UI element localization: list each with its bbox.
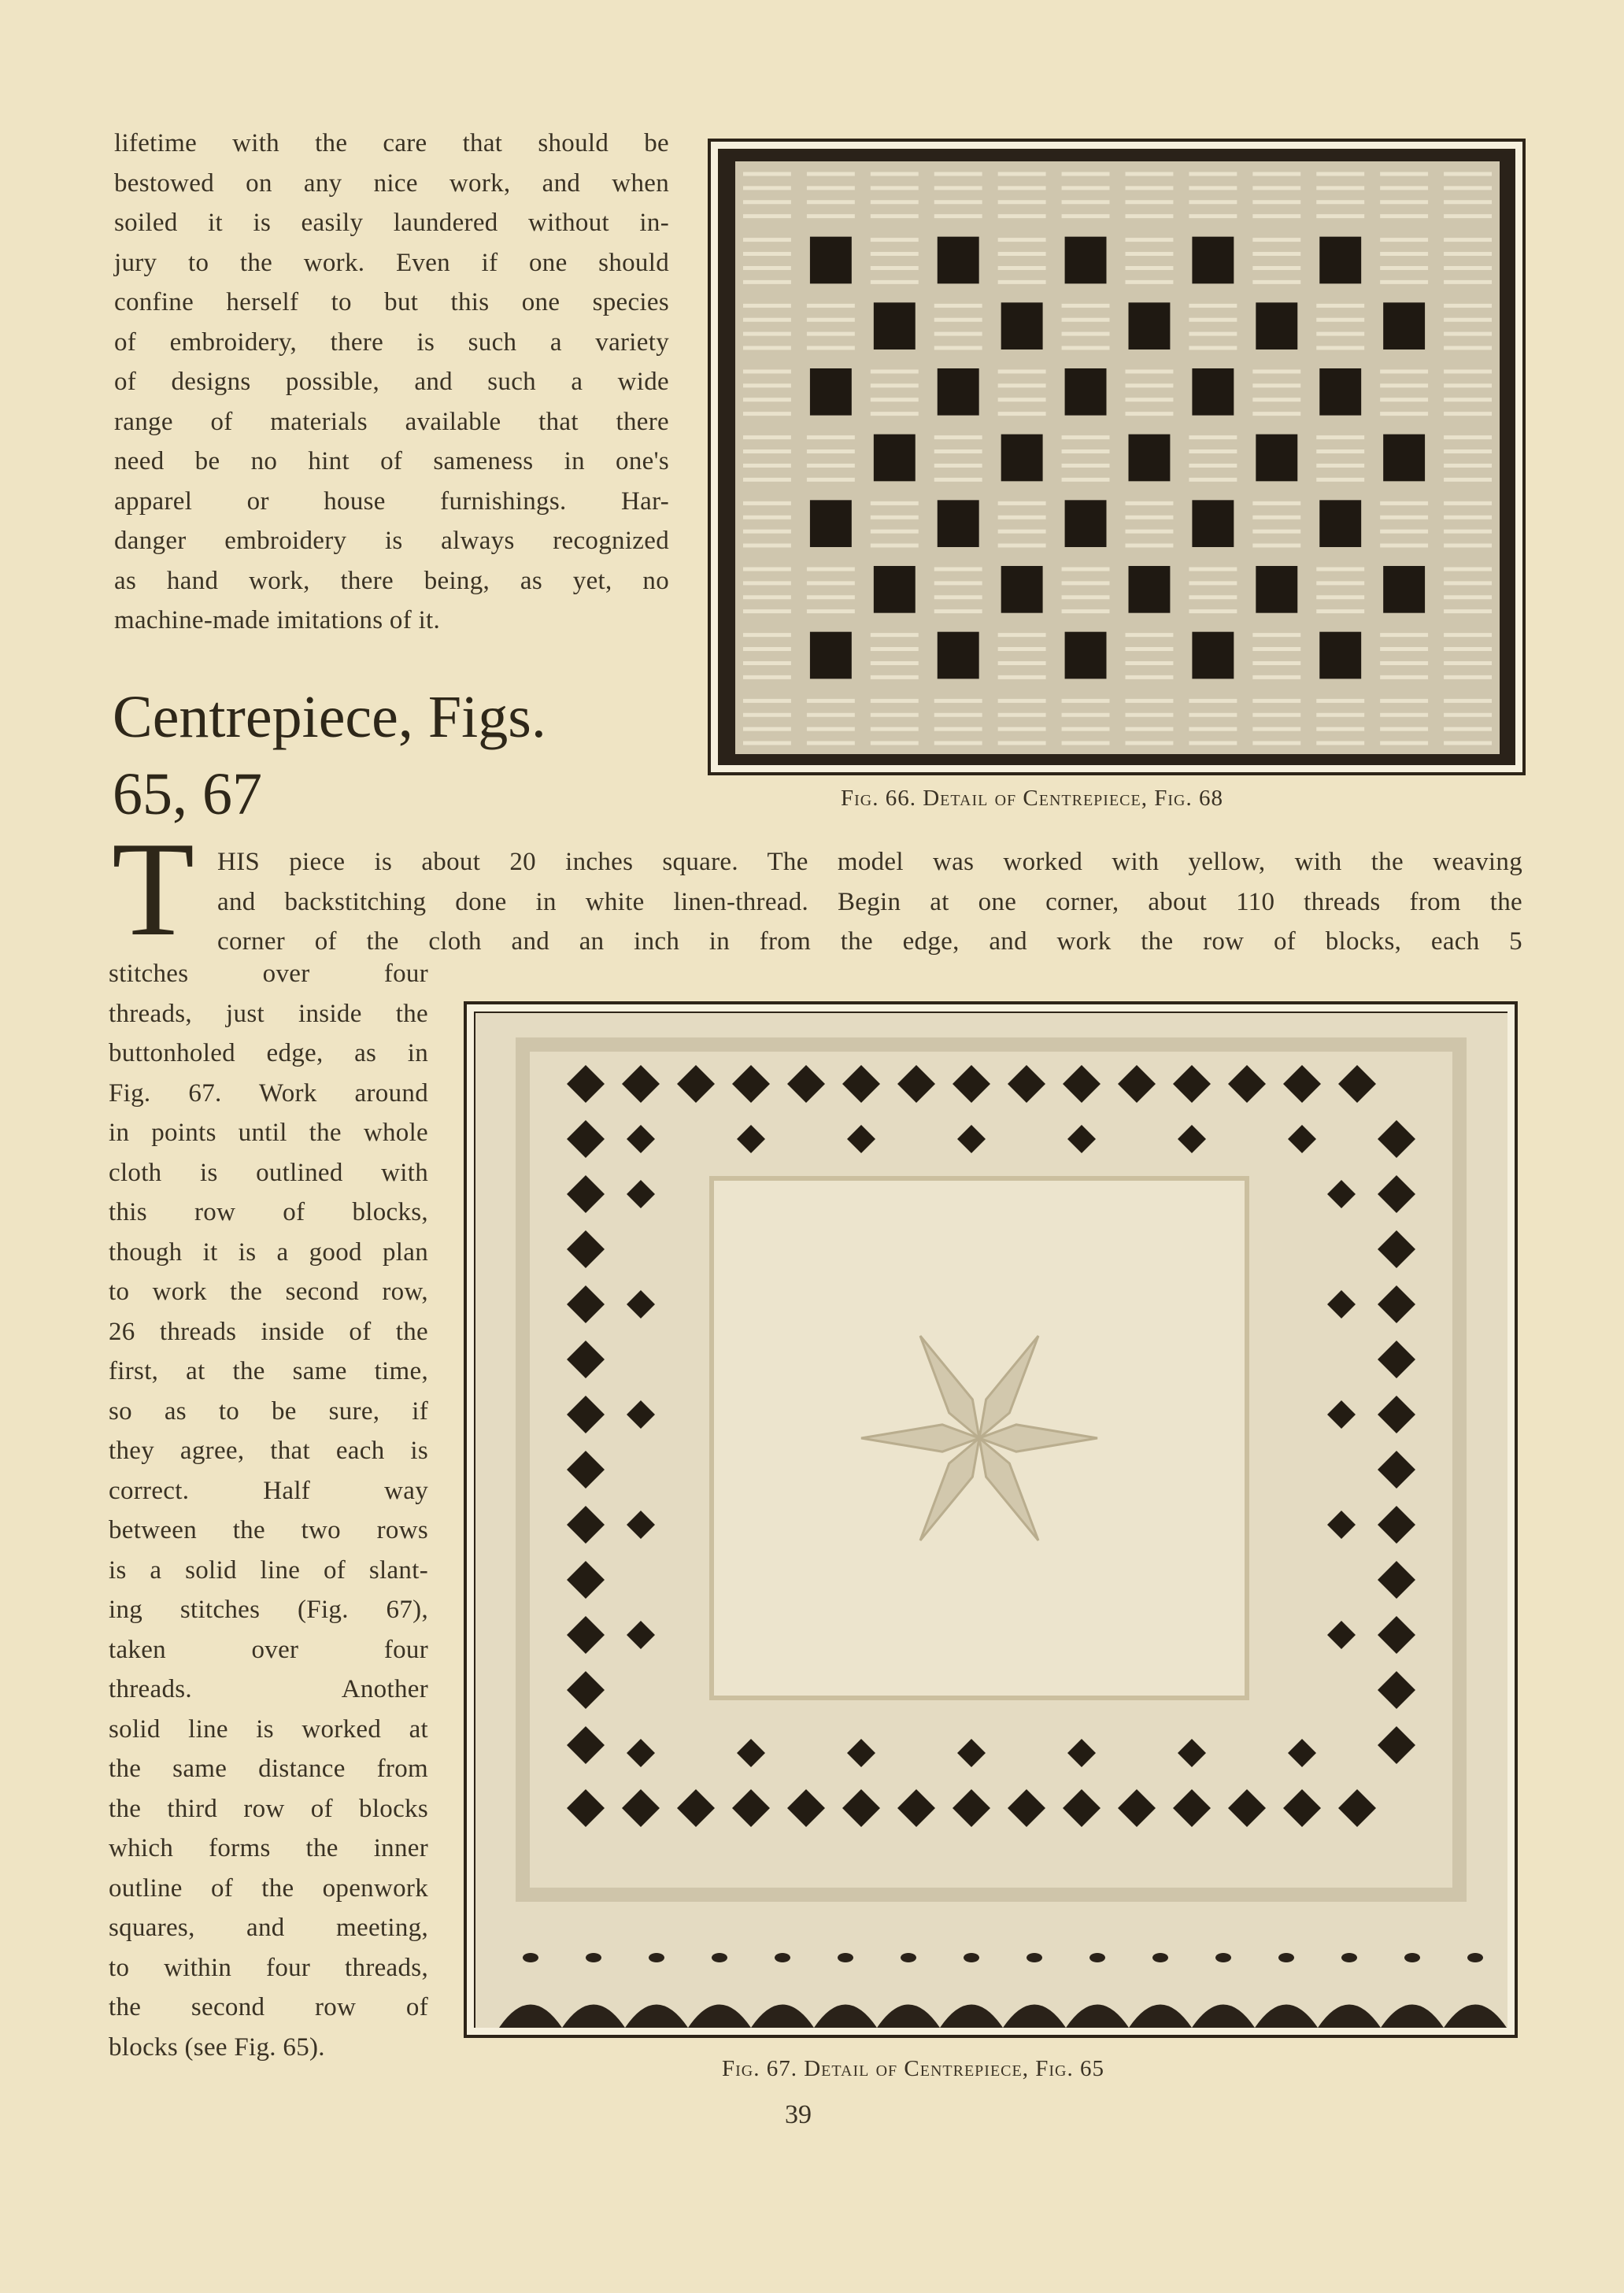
text-line: is a solid line of slant- xyxy=(109,1555,428,1585)
figure-66-caption: Fig. 66. Detail of Centrepiece, Fig. 68 xyxy=(841,786,1223,811)
body-paragraph-left-column xyxy=(109,954,428,2067)
text-line: threads. Another xyxy=(109,1675,428,1703)
body-paragraph-top xyxy=(217,842,1522,962)
section-heading xyxy=(113,679,711,833)
text-line: blocks (see Fig. 65). xyxy=(109,2032,325,2062)
text-line: so as to be sure, if xyxy=(109,1396,428,1426)
figure-67-photo xyxy=(464,1001,1518,2038)
text-line: the same distance from xyxy=(109,1755,428,1783)
text-line: solid line is worked at xyxy=(109,1714,428,1744)
text-line: of embroidery, there is such a variety xyxy=(114,327,669,357)
text-line: range of materials available that there xyxy=(114,407,669,436)
text-line: machine-made imitations of it. xyxy=(114,606,441,634)
figure-67-caption: Fig. 67. Detail of Centrepiece, Fig. 65 xyxy=(722,2056,1104,2081)
text-line: Fig. 67. Work around xyxy=(109,1078,428,1108)
text-line: HIS piece is about 20 inches square. The model was worked with yellow, with the weaving xyxy=(217,848,1522,876)
text-line: confine herself to but this one species xyxy=(114,288,669,316)
text-line: danger embroidery is always recognized xyxy=(114,527,669,555)
text-line: though it is a good plan xyxy=(109,1237,428,1267)
text-line: soiled it is easily laundered without in- xyxy=(114,209,669,237)
text-line: between the two rows xyxy=(109,1516,428,1544)
text-line: threads, just inside the xyxy=(109,999,428,1028)
text-line: need be no hint of sameness in one's xyxy=(114,447,669,475)
text-line: in points until the whole xyxy=(109,1119,428,1147)
text-line: outline of the openwork xyxy=(109,1873,428,1903)
text-line: jury to the work. Even if one should xyxy=(114,248,669,277)
text-line: to within four threads, xyxy=(109,1953,428,1982)
text-line: which forms the inner xyxy=(109,1834,428,1862)
text-line: cloth is outlined with xyxy=(109,1158,428,1187)
text-line: lifetime with the care that should be xyxy=(114,129,669,157)
figure-66-photo xyxy=(708,139,1526,775)
text-line: stitches over four xyxy=(109,960,428,988)
text-line: bestowed on any nice work, and when xyxy=(114,168,669,198)
text-line: this row of blocks, xyxy=(109,1198,428,1226)
text-line: correct. Half way xyxy=(109,1476,428,1505)
text-line: the second row of xyxy=(109,1993,428,2021)
text-line: apparel or house furnishings. Har- xyxy=(114,486,669,516)
figure-67-embroidery-illustration xyxy=(475,1013,1507,2028)
text-line: they agree, that each is xyxy=(109,1437,428,1465)
heading-line-2: 65, 67 xyxy=(113,761,262,827)
text-line: squares, and meeting, xyxy=(109,1914,428,1942)
drop-cap: T xyxy=(112,815,195,964)
figure-66-embroidery-illustration xyxy=(720,150,1515,765)
text-line: ing stitches (Fig. 67), xyxy=(109,1596,428,1624)
page-number: 39 xyxy=(785,2100,812,2129)
text-line: the third row of blocks xyxy=(109,1794,428,1823)
text-line: and backstitching done in white linen-thread. Begin at one corner, about 110 threads from the xyxy=(217,887,1522,916)
text-line: corner of the cloth and an inch in from the edge, and work the row of blocks, each 5 xyxy=(217,927,1522,956)
text-line: taken over four xyxy=(109,1635,428,1664)
text-line: buttonholed edge, as in xyxy=(109,1039,428,1067)
text-line: of designs possible, and such a wide xyxy=(114,368,669,396)
intro-paragraph xyxy=(114,124,669,641)
heading-line-1: Centrepiece, Figs. xyxy=(113,684,546,750)
text-line: as hand work, there being, as yet, no xyxy=(114,566,669,595)
text-line: to work the second row, xyxy=(109,1278,428,1306)
text-line: 26 threads inside of the xyxy=(109,1317,428,1346)
text-line: first, at the same time, xyxy=(109,1357,428,1385)
